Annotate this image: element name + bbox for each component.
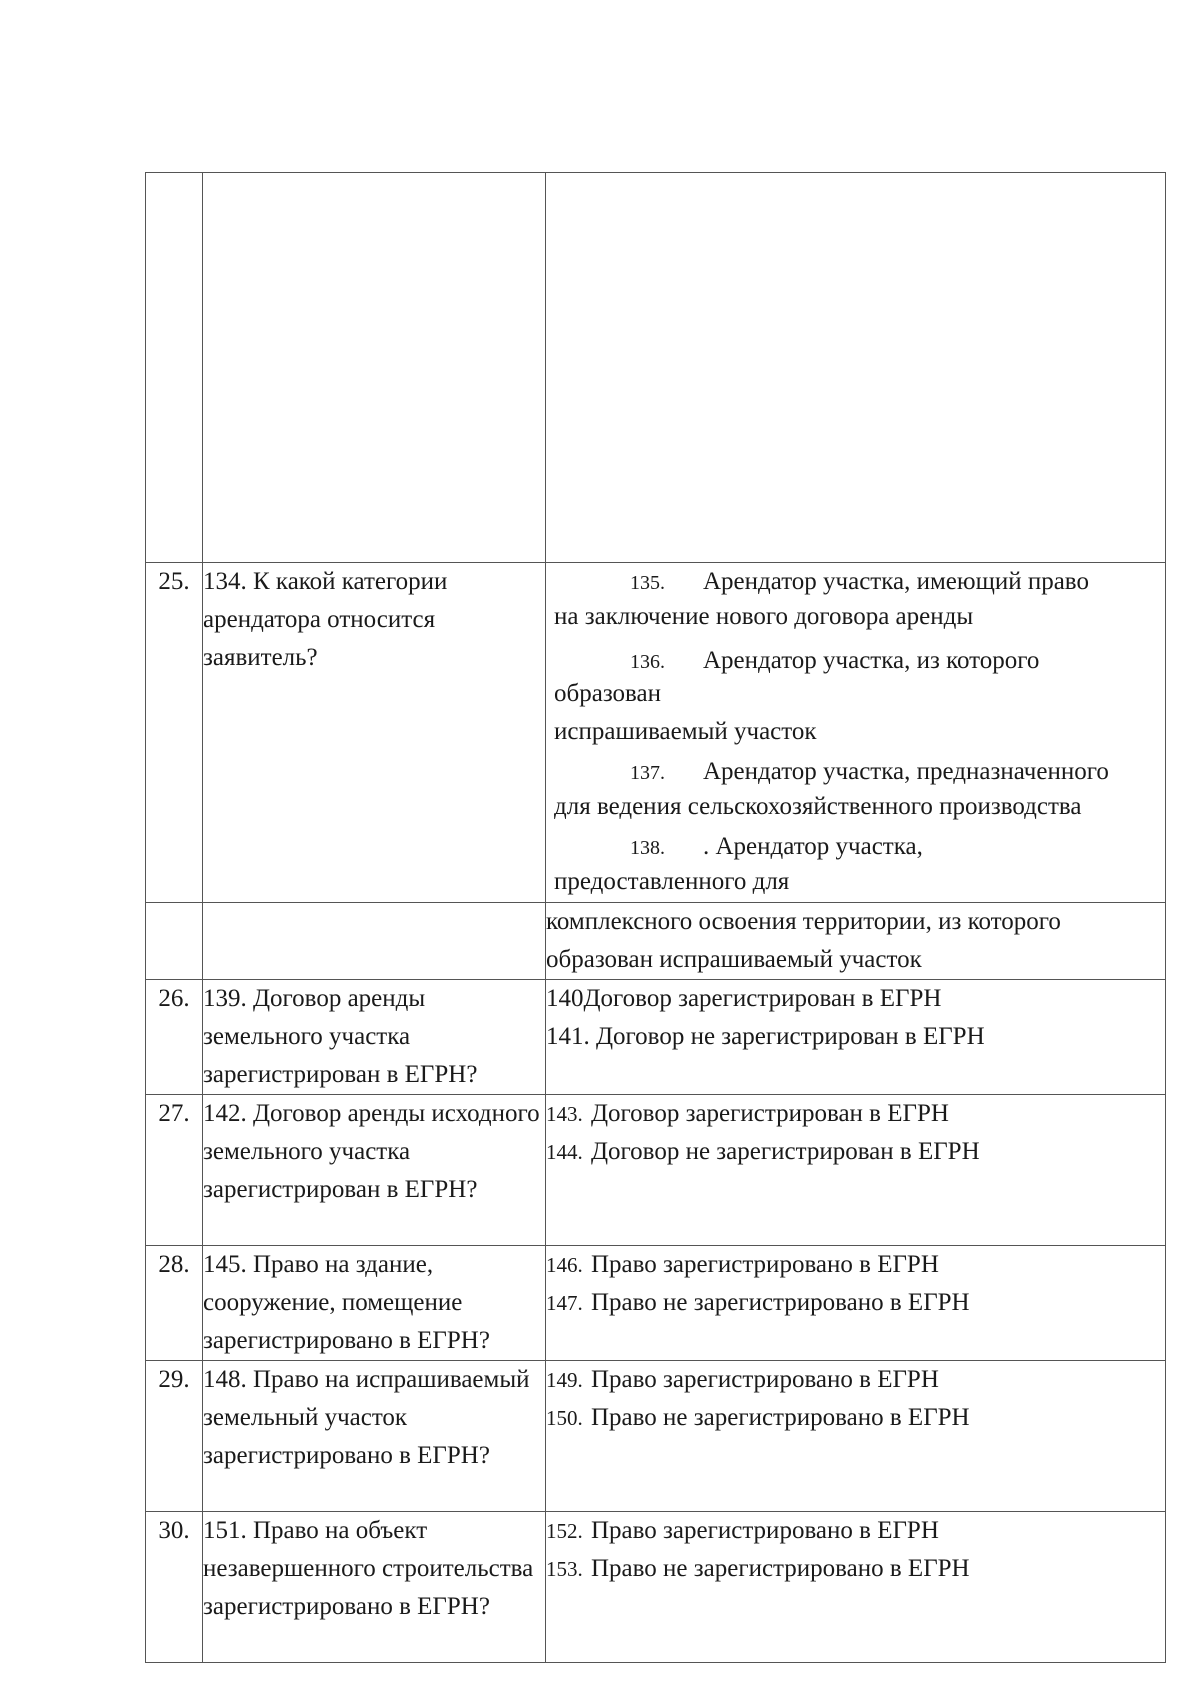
answer-option: 144. Договор не зарегистрирован в ЕГРН — [546, 1138, 980, 1165]
row-number: 26. — [146, 980, 203, 1095]
table-row-26 — [146, 980, 1166, 1095]
table-row-empty — [146, 173, 1166, 563]
answer-option-cont: комплексного освоения территории, из которого — [546, 908, 1061, 935]
answer-option-cont: образован — [554, 680, 661, 707]
question-text: 145. Право на здание, сооружение, помещение зарегистрировано в ЕГРН? — [203, 1246, 546, 1361]
cell-num — [146, 903, 203, 980]
row-number: 28. — [146, 1246, 203, 1361]
answer-options — [546, 980, 1166, 1095]
question-text: 134. К какой категории арендатора относится заявитель? — [203, 563, 546, 903]
answer-option: 143. Договор зарегистрирован в ЕГРН — [546, 1100, 949, 1127]
answer-options — [546, 1361, 1166, 1512]
cell-num — [146, 173, 203, 563]
cell-question — [203, 903, 546, 980]
answer-option-cont: испрашиваемый участок — [554, 718, 817, 745]
answer-option: 152. Право зарегистрировано в ЕГРН — [546, 1517, 939, 1544]
answer-option: 150. Право не зарегистрировано в ЕГРН — [546, 1404, 970, 1431]
answer-option: 141. Договор не зарегистрирован в ЕГРН — [546, 1023, 985, 1050]
question-text: 151. Право на объект незавершенного строительства зарегистрировано в ЕГРН? — [203, 1512, 546, 1663]
table-row-28 — [146, 1246, 1166, 1361]
row-number: 29. — [146, 1361, 203, 1512]
table-row-30 — [146, 1512, 1166, 1663]
question-text: 142. Договор аренды исходного земельного участка зарегистрирован в ЕГРН? — [203, 1095, 546, 1246]
answer-option: 149. Право зарегистрировано в ЕГРН — [546, 1366, 939, 1393]
cell-answers — [546, 173, 1166, 563]
answer-options — [546, 563, 1166, 903]
answer-option: 137. Арендатор участка, предназначенного — [630, 758, 1109, 785]
answer-options — [546, 903, 1166, 980]
answer-option-cont: на заключение нового договора аренды — [554, 603, 974, 630]
question-text: 148. Право на испрашиваемый земельный участок зарегистрировано в ЕГРН? — [203, 1361, 546, 1512]
row-number: 27. — [146, 1095, 203, 1246]
table-row-25 — [146, 563, 1166, 903]
table-row-27 — [146, 1095, 1166, 1246]
table-row-25-cont — [146, 903, 1166, 980]
answer-option: 138. . Арендатор участка, — [630, 833, 923, 860]
answer-option-cont: для ведения сельскохозяйственного производства — [554, 793, 1082, 820]
answer-option: 146. Право зарегистрировано в ЕГРН — [546, 1251, 939, 1278]
question-text: 139. Договор аренды земельного участка зарегистрирован в ЕГРН? — [203, 980, 546, 1095]
answer-options — [546, 1512, 1166, 1663]
answer-option-cont: предоставленного для — [554, 868, 790, 895]
answer-option: 153. Право не зарегистрировано в ЕГРН — [546, 1555, 970, 1582]
row-number: 25. — [146, 563, 203, 903]
answer-option: 135. Арендатор участка, имеющий право — [630, 568, 1089, 595]
answer-options — [546, 1246, 1166, 1361]
table-row-29 — [146, 1361, 1166, 1512]
answer-option: 140Договор зарегистрирован в ЕГРН — [546, 985, 942, 1012]
row-number: 30. — [146, 1512, 203, 1663]
cell-question — [203, 173, 546, 563]
answer-option: 147. Право не зарегистрировано в ЕГРН — [546, 1289, 970, 1316]
answer-options — [546, 1095, 1166, 1246]
answer-option: 136. Арендатор участка, из которого — [630, 647, 1040, 674]
answer-option-cont: образован испрашиваемый участок — [546, 946, 922, 973]
document-table — [145, 172, 1166, 1663]
